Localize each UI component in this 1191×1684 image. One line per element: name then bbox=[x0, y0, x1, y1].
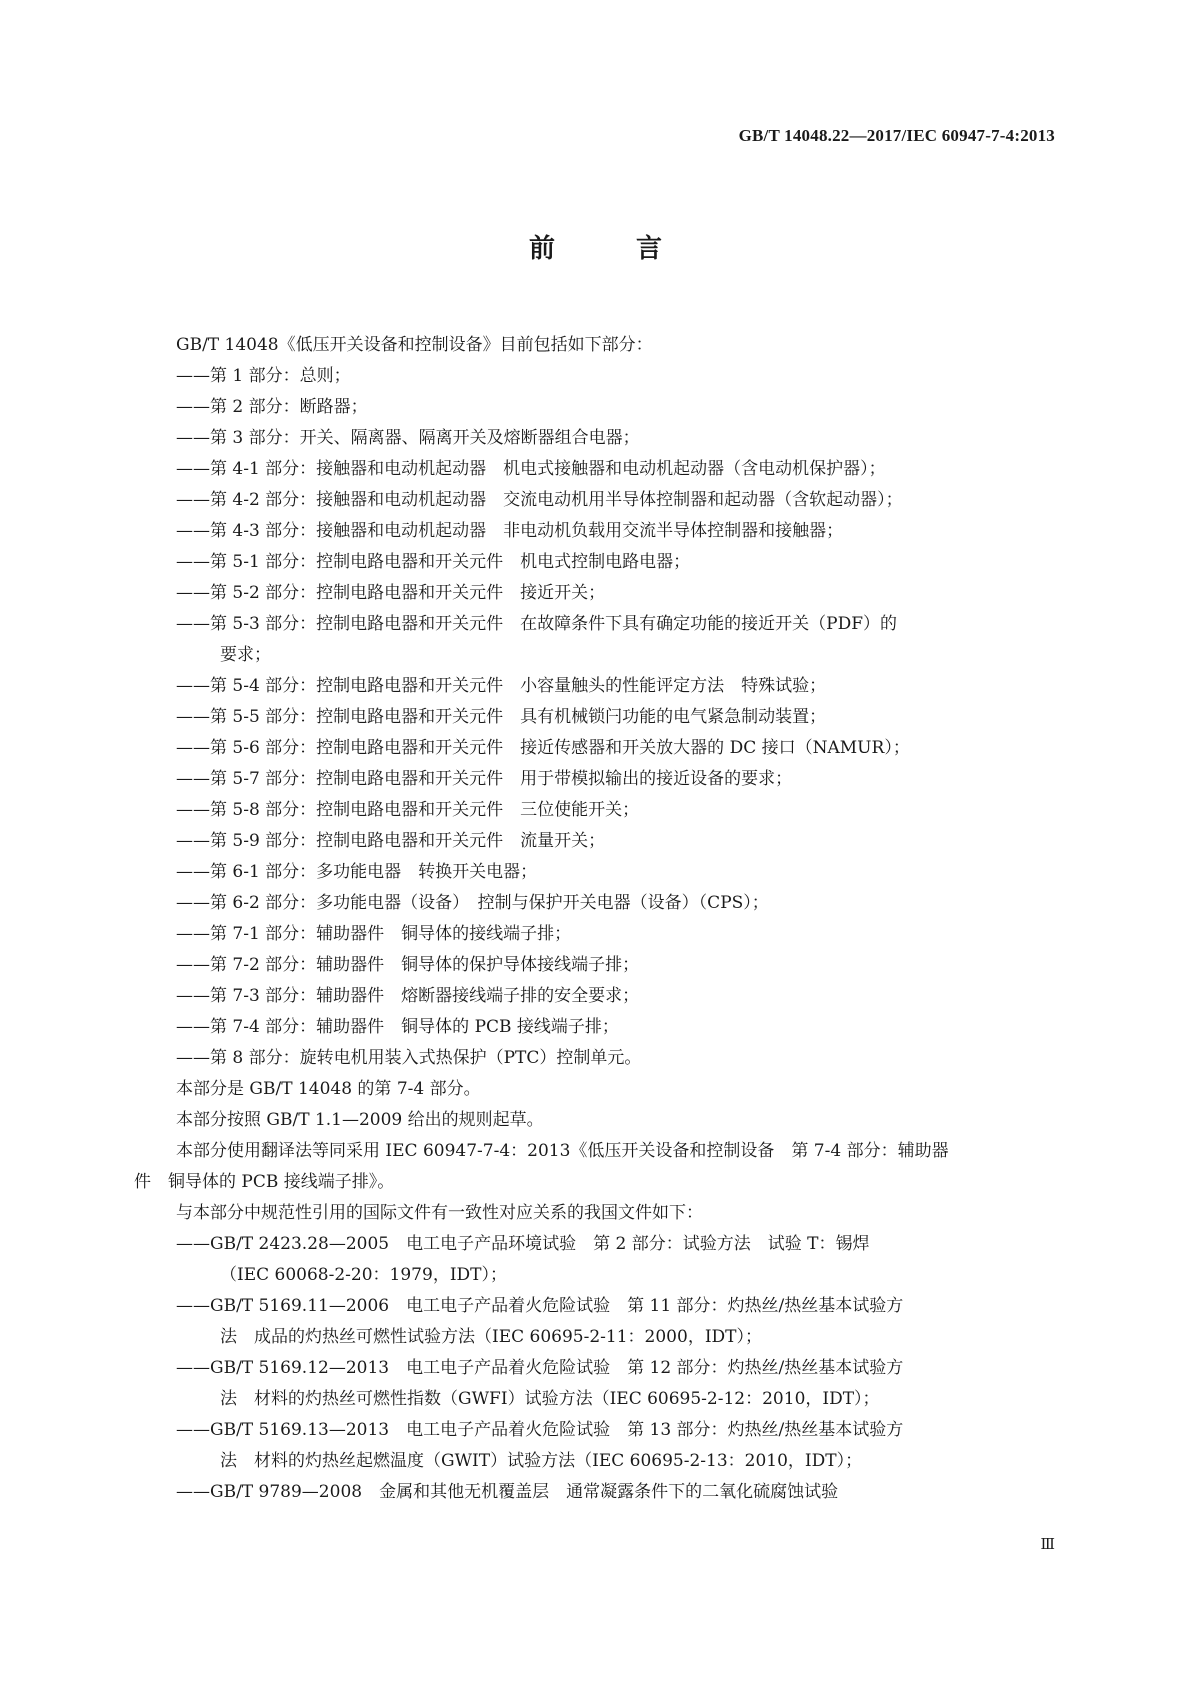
paragraph-drafting-rules: 本部分按照 GB/T 1.1—2009 给出的规则起草。 bbox=[176, 1110, 544, 1130]
paragraph-part-statement: 本部分是 GB/T 14048 的第 7-4 部分。 bbox=[176, 1079, 481, 1099]
reference-line2: 法 材料的灼热丝可燃性指数（GWFI）试验方法（IEC 60695-2-12：2010，IDT）； bbox=[220, 1389, 880, 1409]
part-item: ——第 4-1 部分：接触器和电动机起动器 机电式接触器和电动机起动器（含电动机保护器）； bbox=[176, 459, 886, 479]
part-item: ——第 7-1 部分：辅助器件 铜导体的接线端子排； bbox=[176, 924, 572, 944]
part-item: ——第 5-9 部分：控制电路电器和开关元件 流量开关； bbox=[176, 831, 606, 851]
reference-item bbox=[176, 1291, 1056, 1353]
reference-item bbox=[176, 1229, 1056, 1291]
paragraph-translation-line1: 本部分使用翻译法等同采用 IEC 60947-7-4：2013《低压开关设备和控制设备 第 7-4 部分：辅助器 bbox=[176, 1141, 949, 1161]
part-item-5-3-line2: 要求； bbox=[220, 645, 271, 665]
reference-line2: 法 成品的灼热丝可燃性试验方法（IEC 60695-2-11：2000，IDT）； bbox=[220, 1327, 762, 1347]
paragraph-translation bbox=[134, 1136, 1056, 1198]
part-item: ——第 7-3 部分：辅助器件 熔断器接线端子排的安全要求； bbox=[176, 986, 640, 1006]
part-item: ——第 5-5 部分：控制电路电器和开关元件 具有机械锁闩功能的电气紧急制动装置； bbox=[176, 707, 827, 727]
reference-line1: ——GB/T 5169.13—2013 电工电子产品着火危险试验 第 13 部分：灼热丝/热丝基本试验方 bbox=[176, 1420, 904, 1440]
foreword-body bbox=[134, 330, 1056, 1508]
standard-number-header: GB/T 14048.22—2017/IEC 60947-7-4:2013 bbox=[738, 126, 1055, 145]
part-item: ——第 4-2 部分：接触器和电动机起动器 交流电动机用半导体控制器和起动器（含软起动器）； bbox=[176, 490, 903, 510]
reference-item bbox=[176, 1415, 1056, 1477]
part-item: ——第 3 部分：开关、隔离器、隔离开关及熔断器组合电器； bbox=[176, 428, 640, 448]
intro-paragraph: GB/T 14048《低压开关设备和控制设备》目前包括如下部分： bbox=[176, 335, 653, 355]
part-item: ——第 5-4 部分：控制电路电器和开关元件 小容量触头的性能评定方法 特殊试验； bbox=[176, 676, 827, 696]
reference-line1: ——GB/T 5169.11—2006 电工电子产品着火危险试验 第 11 部分：灼热丝/热丝基本试验方 bbox=[176, 1296, 904, 1316]
part-item: ——第 4-3 部分：接触器和电动机起动器 非电动机负载用交流半导体控制器和接触器； bbox=[176, 521, 844, 541]
part-item: ——第 5-2 部分：控制电路电器和开关元件 接近开关； bbox=[176, 583, 606, 603]
part-item: ——第 7-4 部分：辅助器件 铜导体的 PCB 接线端子排； bbox=[176, 1017, 619, 1037]
reference-line1: ——GB/T 5169.12—2013 电工电子产品着火危险试验 第 12 部分：灼热丝/热丝基本试验方 bbox=[176, 1358, 904, 1378]
part-item: ——第 6-1 部分：多功能电器 转换开关电器； bbox=[176, 862, 538, 882]
part-item: ——第 5-8 部分：控制电路电器和开关元件 三位使能开关； bbox=[176, 800, 640, 820]
part-item: ——第 8 部分：旋转电机用装入式热保护（PTC）控制单元。 bbox=[176, 1048, 642, 1068]
reference-line2: 法 材料的灼热丝起燃温度（GWIT）试验方法（IEC 60695-2-13：2010，IDT）； bbox=[220, 1451, 863, 1471]
page-title: 前 言 bbox=[528, 234, 699, 264]
paragraph-refs-intro: 与本部分中规范性引用的国际文件有一致性对应关系的我国文件如下： bbox=[176, 1203, 703, 1223]
part-item: ——第 2 部分：断路器； bbox=[176, 397, 368, 417]
part-item: ——第 5-6 部分：控制电路电器和开关元件 接近传感器和开关放大器的 DC 接口（NAMUR）； bbox=[176, 738, 910, 758]
part-item: ——第 5-7 部分：控制电路电器和开关元件 用于带模拟输出的接近设备的要求； bbox=[176, 769, 793, 789]
part-item: ——第 6-2 部分：多功能电器（设备） 控制与保护开关电器（设备）（CPS）； bbox=[176, 893, 769, 913]
part-item: ——第 5-1 部分：控制电路电器和开关元件 机电式控制电路电器； bbox=[176, 552, 691, 572]
part-item-5-3-line1: ——第 5-3 部分：控制电路电器和开关元件 在故障条件下具有确定功能的接近开关（PDF）的 bbox=[176, 614, 898, 634]
paragraph-translation-line2: 件 铜导体的 PCB 接线端子排》。 bbox=[134, 1172, 395, 1192]
reference-line1: ——GB/T 9789—2008 金属和其他无机覆盖层 通常凝露条件下的二氧化硫腐蚀试验 bbox=[176, 1482, 839, 1502]
reference-item bbox=[176, 1353, 1056, 1415]
part-item: ——第 7-2 部分：辅助器件 铜导体的保护导体接线端子排； bbox=[176, 955, 640, 975]
part-item: ——第 1 部分：总则； bbox=[176, 366, 351, 386]
reference-line1: ——GB/T 2423.28—2005 电工电子产品环境试验 第 2 部分：试验方法 试验 T：锡焊 bbox=[176, 1234, 870, 1254]
page-number: Ⅲ bbox=[1040, 1537, 1055, 1553]
reference-line2: （IEC 60068-2-20：1979，IDT）； bbox=[220, 1265, 507, 1285]
reference-item bbox=[176, 1477, 1056, 1508]
